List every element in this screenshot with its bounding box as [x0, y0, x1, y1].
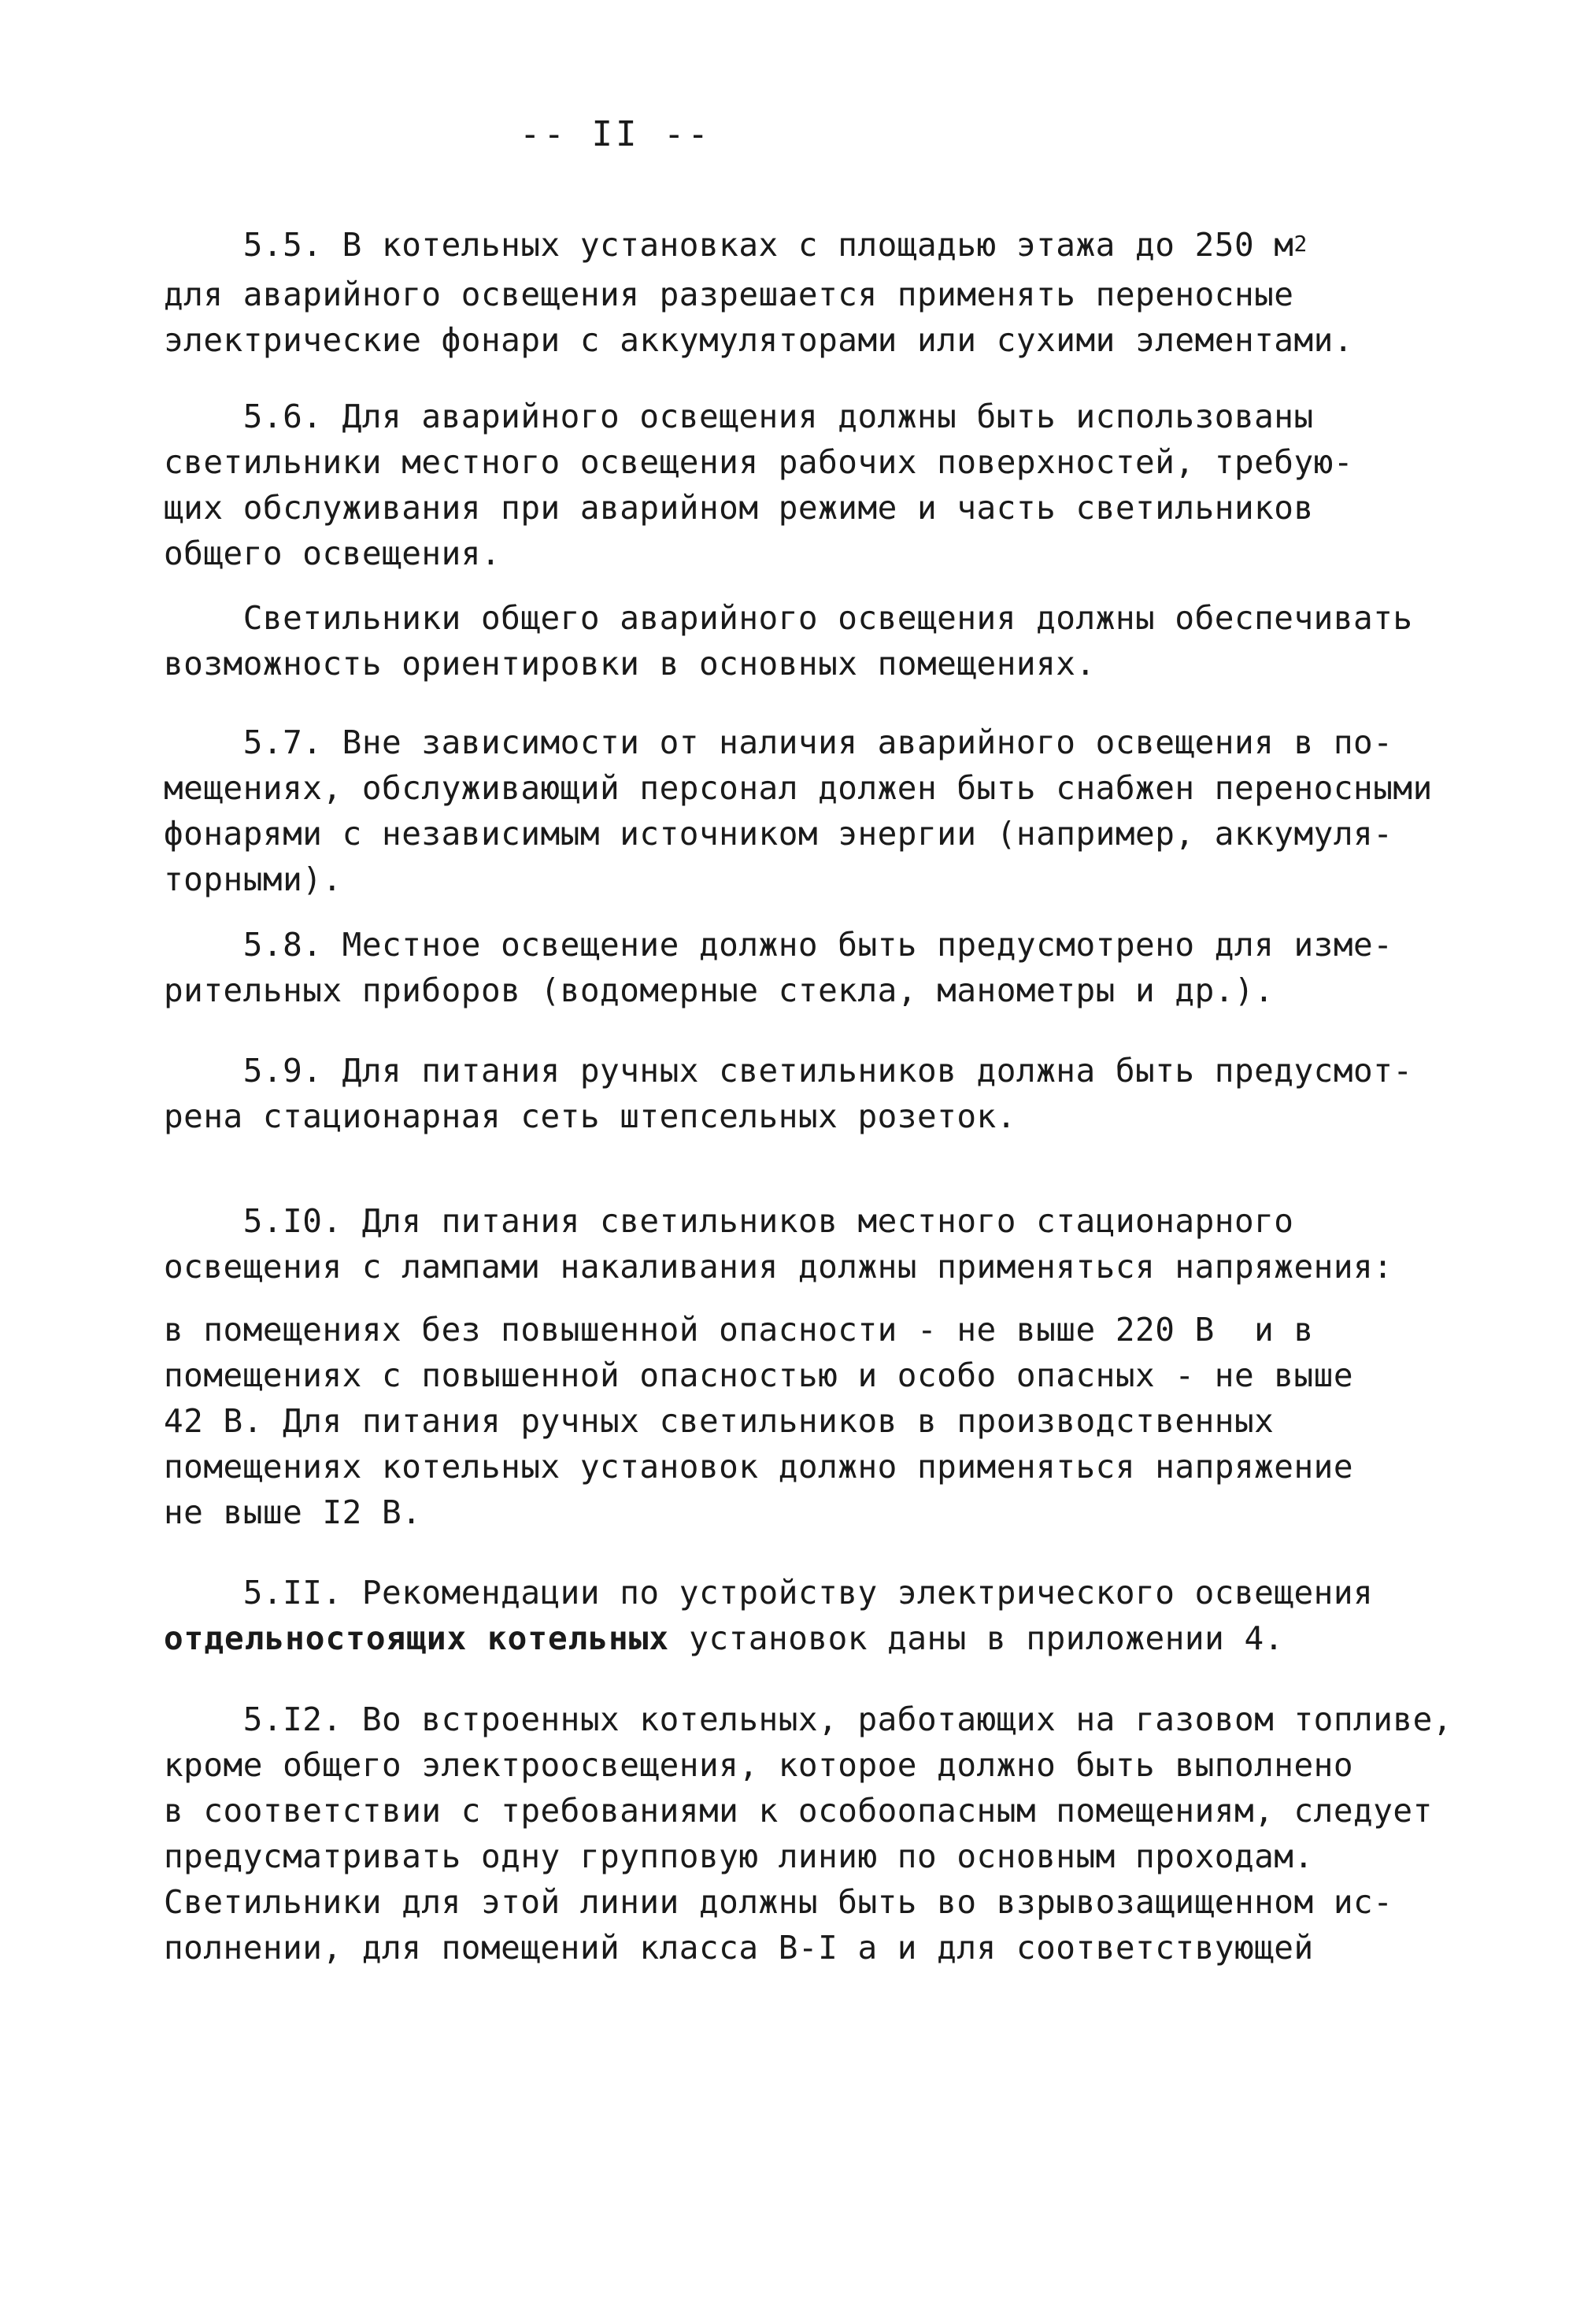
text-line: 5.I2. Во встроенных котельных, работающих на газовом топливе,: [164, 1700, 1452, 1738]
text-line: рена стационарная сеть штепсельных розеток.: [164, 1097, 1016, 1135]
text-line: Светильники для этой линии должны быть во взрывозащищенном ис-: [164, 1883, 1393, 1921]
text-line: общего освещения.: [164, 535, 501, 572]
text-line: 5.I0. Для питания светильников местного стационарного: [164, 1202, 1294, 1240]
paragraph-5-6-continued: [164, 595, 1423, 686]
paragraph-5-10-body: [164, 1307, 1423, 1535]
text-line: в соответствии с требованиями к особоопасным помещениям, следует: [164, 1792, 1433, 1830]
paragraph-5-9: [164, 1048, 1423, 1139]
text-line: электрические фонари с аккумуляторами или сухими элементами.: [164, 321, 1354, 359]
text-line: установок даны в приложении 4.: [669, 1619, 1284, 1657]
text-line: Светильники общего аварийного освещения должны обеспечивать: [164, 599, 1413, 637]
text-line: щих обслуживания при аварийном режиме и часть светильников: [164, 489, 1314, 527]
text-line: возможность ориентировки в основных помещениях.: [164, 645, 1096, 683]
page-number: -- II --: [520, 114, 712, 154]
text-line: помещениях котельных установок должно применяться напряжение: [164, 1448, 1354, 1486]
text-line: предусматривать одну групповую линию по основным проходам.: [164, 1837, 1314, 1875]
text-line: в помещениях без повышенной опасности - не выше 220 В и в: [164, 1311, 1314, 1349]
paragraph-5-10: [164, 1198, 1423, 1290]
text-line: освещения с лампами накаливания должны применяться напряжения:: [164, 1248, 1393, 1286]
text-line: для аварийного освещения разрешается применять переносные: [164, 276, 1294, 313]
paragraph-5-7: [164, 720, 1433, 902]
text-line: 5.II. Рекомендации по устройству электрического освещения: [164, 1574, 1374, 1612]
text-line: кроме общего электроосвещения, которое должно быть выполнено: [164, 1746, 1354, 1784]
paragraph-5-6: [164, 394, 1423, 576]
bold-phrase: отдельностоящих котельных: [164, 1619, 670, 1657]
text-line: торными).: [164, 860, 342, 898]
superscript: 2: [1293, 231, 1308, 257]
text-line: 5.6. Для аварийного освещения должны быть использованы: [164, 398, 1314, 435]
text-line: 5.8. Местное освещение должно быть предусмотрено для изме-: [164, 926, 1393, 964]
text-line: фонарями с независимым источником энергии (например, аккумуля-: [164, 815, 1393, 853]
paragraph-5-11: [164, 1570, 1423, 1661]
text-line: мещениях, обслуживающий персонал должен быть снабжен переносными: [164, 769, 1433, 807]
text-line: 5.9. Для питания ручных светильников должна быть предусмот-: [164, 1052, 1413, 1090]
paragraph-5-12: [164, 1697, 1452, 1971]
text-line: не выше I2 В.: [164, 1493, 422, 1531]
paragraph-5-5: [164, 222, 1423, 363]
text-line: 42 В. Для питания ручных светильников в производственных: [164, 1402, 1275, 1440]
text-line: 5.5. В котельных установках с площадью этажа до 250 м: [164, 226, 1294, 264]
text-line: рительных приборов (водомерные стекла, манометры и др.).: [164, 971, 1275, 1009]
text-line: помещениях с повышенной опасностью и особо опасных - не выше: [164, 1356, 1354, 1394]
paragraph-5-8: [164, 922, 1423, 1013]
text-line: полнении, для помещений класса В-I а и для соответствующей: [164, 1929, 1314, 1967]
text-line: светильники местного освещения рабочих поверхностей, требую-: [164, 443, 1354, 481]
text-line: 5.7. Вне зависимости от наличия аварийного освещения в по-: [164, 723, 1393, 761]
